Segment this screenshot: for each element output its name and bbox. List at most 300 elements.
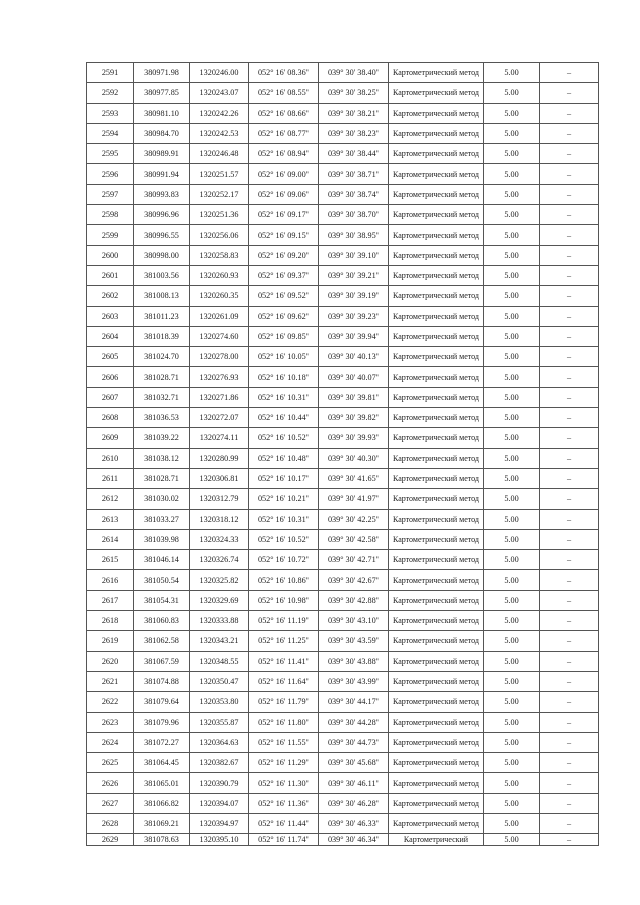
longitude-cell: 039° 30' 38.70" [319,205,389,225]
table-row [87,793,599,813]
table-row [87,834,599,846]
x-coordinate-cell: 381064.45 [134,753,190,773]
accuracy-cell: 5.00 [484,286,540,306]
longitude-cell: 039° 30' 43.59" [319,631,389,651]
accuracy-cell: 5.00 [484,489,540,509]
method-cell: Картометрический [389,834,484,846]
x-coordinate-cell: 381028.71 [134,367,190,387]
x-coordinate-cell: 380984.70 [134,123,190,143]
longitude-cell: 039° 30' 38.44" [319,144,389,164]
table-row [87,225,599,245]
method-cell: Картометрический метод [389,265,484,285]
method-cell: Картометрический метод [389,306,484,326]
accuracy-cell: 5.00 [484,265,540,285]
longitude-cell: 039° 30' 44.17" [319,692,389,712]
longitude-cell: 039° 30' 38.95" [319,225,389,245]
x-coordinate-cell: 380971.98 [134,63,190,83]
accuracy-cell: 5.00 [484,509,540,529]
x-coordinate-cell: 381033.27 [134,509,190,529]
longitude-cell: 039° 30' 40.30" [319,448,389,468]
accuracy-cell: 5.00 [484,813,540,833]
note-cell: – [540,347,599,367]
accuracy-cell: 5.00 [484,83,540,103]
table-row [87,732,599,752]
note-cell: – [540,489,599,509]
x-coordinate-cell: 381074.88 [134,671,190,691]
method-cell: Картометрический метод [389,793,484,813]
note-cell: – [540,123,599,143]
note-cell: – [540,408,599,428]
table-row [87,265,599,285]
point-number-cell: 2591 [87,63,134,83]
longitude-cell: 039° 30' 44.73" [319,732,389,752]
latitude-cell: 052° 16' 11.44" [249,813,319,833]
y-coordinate-cell: 1320256.06 [190,225,249,245]
latitude-cell: 052° 16' 10.98" [249,590,319,610]
longitude-cell: 039° 30' 43.99" [319,671,389,691]
accuracy-cell: 5.00 [484,306,540,326]
note-cell: – [540,529,599,549]
point-number-cell: 2613 [87,509,134,529]
table-row [87,570,599,590]
y-coordinate-cell: 1320394.97 [190,813,249,833]
accuracy-cell: 5.00 [484,590,540,610]
point-number-cell: 2593 [87,103,134,123]
longitude-cell: 039° 30' 40.07" [319,367,389,387]
y-coordinate-cell: 1320243.07 [190,83,249,103]
y-coordinate-cell: 1320242.53 [190,123,249,143]
latitude-cell: 052° 16' 11.80" [249,712,319,732]
coordinates-table [86,62,599,846]
latitude-cell: 052° 16' 11.19" [249,611,319,631]
longitude-cell: 039° 30' 38.23" [319,123,389,143]
point-number-cell: 2624 [87,732,134,752]
latitude-cell: 052° 16' 08.66" [249,103,319,123]
y-coordinate-cell: 1320246.00 [190,63,249,83]
note-cell: – [540,611,599,631]
latitude-cell: 052° 16' 10.52" [249,529,319,549]
table-row [87,245,599,265]
method-cell: Картометрический метод [389,123,484,143]
latitude-cell: 052° 16' 09.00" [249,164,319,184]
latitude-cell: 052° 16' 10.21" [249,489,319,509]
table-row [87,103,599,123]
table-row [87,63,599,83]
table-row [87,631,599,651]
x-coordinate-cell: 381065.01 [134,773,190,793]
table-row [87,326,599,346]
method-cell: Картометрический метод [389,732,484,752]
x-coordinate-cell: 381060.83 [134,611,190,631]
longitude-cell: 039° 30' 45.68" [319,753,389,773]
x-coordinate-cell: 380993.83 [134,184,190,204]
method-cell: Картометрический метод [389,671,484,691]
method-cell: Картометрический метод [389,753,484,773]
longitude-cell: 039° 30' 38.40" [319,63,389,83]
longitude-cell: 039° 30' 38.71" [319,164,389,184]
latitude-cell: 052° 16' 10.86" [249,570,319,590]
longitude-cell: 039° 30' 38.21" [319,103,389,123]
longitude-cell: 039° 30' 42.71" [319,550,389,570]
x-coordinate-cell: 381039.98 [134,529,190,549]
y-coordinate-cell: 1320350.47 [190,671,249,691]
table-row [87,590,599,610]
point-number-cell: 2615 [87,550,134,570]
note-cell: – [540,834,599,846]
accuracy-cell: 5.00 [484,326,540,346]
table-row [87,387,599,407]
accuracy-cell: 5.00 [484,225,540,245]
method-cell: Картометрический метод [389,205,484,225]
accuracy-cell: 5.00 [484,144,540,164]
method-cell: Картометрический метод [389,590,484,610]
y-coordinate-cell: 1320329.69 [190,590,249,610]
note-cell: – [540,509,599,529]
latitude-cell: 052° 16' 09.20" [249,245,319,265]
y-coordinate-cell: 1320312.79 [190,489,249,509]
latitude-cell: 052° 16' 10.72" [249,550,319,570]
note-cell: – [540,468,599,488]
x-coordinate-cell: 381039.22 [134,428,190,448]
accuracy-cell: 5.00 [484,367,540,387]
latitude-cell: 052° 16' 11.25" [249,631,319,651]
note-cell: – [540,590,599,610]
point-number-cell: 2617 [87,590,134,610]
latitude-cell: 052° 16' 09.06" [249,184,319,204]
note-cell: – [540,83,599,103]
x-coordinate-cell: 380977.85 [134,83,190,103]
longitude-cell: 039° 30' 42.58" [319,529,389,549]
accuracy-cell: 5.00 [484,428,540,448]
x-coordinate-cell: 380981.10 [134,103,190,123]
method-cell: Картометрический метод [389,164,484,184]
point-number-cell: 2625 [87,753,134,773]
y-coordinate-cell: 1320348.55 [190,651,249,671]
accuracy-cell: 5.00 [484,773,540,793]
accuracy-cell: 5.00 [484,651,540,671]
note-cell: – [540,265,599,285]
point-number-cell: 2626 [87,773,134,793]
table-row [87,347,599,367]
method-cell: Картометрический метод [389,326,484,346]
y-coordinate-cell: 1320271.86 [190,387,249,407]
x-coordinate-cell: 381079.64 [134,692,190,712]
latitude-cell: 052° 16' 11.29" [249,753,319,773]
table-row [87,753,599,773]
table-row [87,144,599,164]
method-cell: Картометрический метод [389,286,484,306]
point-number-cell: 2612 [87,489,134,509]
y-coordinate-cell: 1320318.12 [190,509,249,529]
note-cell: – [540,164,599,184]
longitude-cell: 039° 30' 46.34" [319,834,389,846]
note-cell: – [540,651,599,671]
method-cell: Картометрический метод [389,144,484,164]
accuracy-cell: 5.00 [484,793,540,813]
note-cell: – [540,773,599,793]
x-coordinate-cell: 381062.58 [134,631,190,651]
point-number-cell: 2629 [87,834,134,846]
table-row [87,692,599,712]
point-number-cell: 2606 [87,367,134,387]
accuracy-cell: 5.00 [484,468,540,488]
y-coordinate-cell: 1320251.36 [190,205,249,225]
longitude-cell: 039° 30' 46.33" [319,813,389,833]
point-number-cell: 2622 [87,692,134,712]
method-cell: Картометрический метод [389,529,484,549]
method-cell: Картометрический метод [389,509,484,529]
note-cell: – [540,326,599,346]
method-cell: Картометрический метод [389,448,484,468]
note-cell: – [540,671,599,691]
point-number-cell: 2592 [87,83,134,103]
table-row [87,773,599,793]
note-cell: – [540,631,599,651]
point-number-cell: 2594 [87,123,134,143]
accuracy-cell: 5.00 [484,205,540,225]
accuracy-cell: 5.00 [484,448,540,468]
point-number-cell: 2611 [87,468,134,488]
point-number-cell: 2609 [87,428,134,448]
method-cell: Картометрический метод [389,428,484,448]
longitude-cell: 039° 30' 44.28" [319,712,389,732]
note-cell: – [540,306,599,326]
latitude-cell: 052° 16' 08.55" [249,83,319,103]
longitude-cell: 039° 30' 39.10" [319,245,389,265]
longitude-cell: 039° 30' 39.82" [319,408,389,428]
x-coordinate-cell: 381072.27 [134,732,190,752]
note-cell: – [540,205,599,225]
longitude-cell: 039° 30' 39.94" [319,326,389,346]
x-coordinate-cell: 380996.96 [134,205,190,225]
point-number-cell: 2607 [87,387,134,407]
note-cell: – [540,367,599,387]
accuracy-cell: 5.00 [484,611,540,631]
note-cell: – [540,570,599,590]
y-coordinate-cell: 1320260.93 [190,265,249,285]
method-cell: Картометрический метод [389,367,484,387]
table-row [87,448,599,468]
point-number-cell: 2600 [87,245,134,265]
accuracy-cell: 5.00 [484,347,540,367]
latitude-cell: 052° 16' 09.37" [249,265,319,285]
accuracy-cell: 5.00 [484,387,540,407]
latitude-cell: 052° 16' 10.31" [249,387,319,407]
accuracy-cell: 5.00 [484,63,540,83]
point-number-cell: 2602 [87,286,134,306]
latitude-cell: 052° 16' 10.44" [249,408,319,428]
x-coordinate-cell: 381078.63 [134,834,190,846]
y-coordinate-cell: 1320355.87 [190,712,249,732]
point-number-cell: 2628 [87,813,134,833]
x-coordinate-cell: 380989.91 [134,144,190,164]
y-coordinate-cell: 1320276.93 [190,367,249,387]
table-row [87,529,599,549]
latitude-cell: 052° 16' 11.74" [249,834,319,846]
y-coordinate-cell: 1320324.33 [190,529,249,549]
accuracy-cell: 5.00 [484,550,540,570]
accuracy-cell: 5.00 [484,712,540,732]
y-coordinate-cell: 1320333.88 [190,611,249,631]
point-number-cell: 2596 [87,164,134,184]
table-row [87,509,599,529]
y-coordinate-cell: 1320278.00 [190,347,249,367]
x-coordinate-cell: 381054.31 [134,590,190,610]
method-cell: Картометрический метод [389,773,484,793]
y-coordinate-cell: 1320395.10 [190,834,249,846]
method-cell: Картометрический метод [389,103,484,123]
latitude-cell: 052° 16' 10.52" [249,428,319,448]
method-cell: Картометрический метод [389,245,484,265]
point-number-cell: 2604 [87,326,134,346]
x-coordinate-cell: 381024.70 [134,347,190,367]
latitude-cell: 052° 16' 11.41" [249,651,319,671]
x-coordinate-cell: 381038.12 [134,448,190,468]
accuracy-cell: 5.00 [484,245,540,265]
latitude-cell: 052° 16' 09.62" [249,306,319,326]
x-coordinate-cell: 381028.71 [134,468,190,488]
latitude-cell: 052° 16' 11.55" [249,732,319,752]
accuracy-cell: 5.00 [484,103,540,123]
table-row [87,286,599,306]
accuracy-cell: 5.00 [484,123,540,143]
latitude-cell: 052° 16' 08.94" [249,144,319,164]
point-number-cell: 2619 [87,631,134,651]
longitude-cell: 039° 30' 41.65" [319,468,389,488]
longitude-cell: 039° 30' 41.97" [319,489,389,509]
y-coordinate-cell: 1320261.09 [190,306,249,326]
latitude-cell: 052° 16' 08.77" [249,123,319,143]
point-number-cell: 2616 [87,570,134,590]
table-row [87,489,599,509]
point-number-cell: 2601 [87,265,134,285]
x-coordinate-cell: 381069.21 [134,813,190,833]
note-cell: – [540,753,599,773]
note-cell: – [540,103,599,123]
latitude-cell: 052° 16' 09.85" [249,326,319,346]
y-coordinate-cell: 1320272.07 [190,408,249,428]
table-row [87,184,599,204]
longitude-cell: 039° 30' 38.74" [319,184,389,204]
accuracy-cell: 5.00 [484,692,540,712]
table-row [87,367,599,387]
latitude-cell: 052° 16' 09.15" [249,225,319,245]
longitude-cell: 039° 30' 42.67" [319,570,389,590]
point-number-cell: 2605 [87,347,134,367]
point-number-cell: 2610 [87,448,134,468]
x-coordinate-cell: 381066.82 [134,793,190,813]
table-row [87,306,599,326]
accuracy-cell: 5.00 [484,753,540,773]
point-number-cell: 2623 [87,712,134,732]
note-cell: – [540,63,599,83]
method-cell: Картометрический метод [389,225,484,245]
point-number-cell: 2597 [87,184,134,204]
y-coordinate-cell: 1320364.63 [190,732,249,752]
longitude-cell: 039° 30' 39.23" [319,306,389,326]
y-coordinate-cell: 1320274.60 [190,326,249,346]
x-coordinate-cell: 380998.00 [134,245,190,265]
note-cell: – [540,712,599,732]
point-number-cell: 2621 [87,671,134,691]
method-cell: Картометрический метод [389,489,484,509]
accuracy-cell: 5.00 [484,834,540,846]
method-cell: Картометрический метод [389,651,484,671]
latitude-cell: 052° 16' 11.64" [249,671,319,691]
point-number-cell: 2608 [87,408,134,428]
y-coordinate-cell: 1320246.48 [190,144,249,164]
y-coordinate-cell: 1320394.07 [190,793,249,813]
x-coordinate-cell: 381050.54 [134,570,190,590]
x-coordinate-cell: 381079.96 [134,712,190,732]
latitude-cell: 052° 16' 09.17" [249,205,319,225]
table-row [87,651,599,671]
x-coordinate-cell: 381067.59 [134,651,190,671]
table-row [87,671,599,691]
method-cell: Картометрический метод [389,347,484,367]
y-coordinate-cell: 1320242.26 [190,103,249,123]
method-cell: Картометрический метод [389,184,484,204]
table-row [87,468,599,488]
latitude-cell: 052° 16' 10.05" [249,347,319,367]
note-cell: – [540,184,599,204]
y-coordinate-cell: 1320280.99 [190,448,249,468]
note-cell: – [540,245,599,265]
x-coordinate-cell: 381018.39 [134,326,190,346]
longitude-cell: 039° 30' 39.21" [319,265,389,285]
point-number-cell: 2603 [87,306,134,326]
latitude-cell: 052° 16' 08.36" [249,63,319,83]
note-cell: – [540,813,599,833]
point-number-cell: 2595 [87,144,134,164]
note-cell: – [540,144,599,164]
point-number-cell: 2627 [87,793,134,813]
longitude-cell: 039° 30' 38.25" [319,83,389,103]
accuracy-cell: 5.00 [484,631,540,651]
point-number-cell: 2620 [87,651,134,671]
method-cell: Картометрический метод [389,712,484,732]
note-cell: – [540,387,599,407]
latitude-cell: 052° 16' 11.30" [249,773,319,793]
x-coordinate-cell: 381036.53 [134,408,190,428]
note-cell: – [540,793,599,813]
x-coordinate-cell: 381008.13 [134,286,190,306]
latitude-cell: 052° 16' 09.52" [249,286,319,306]
point-number-cell: 2614 [87,529,134,549]
latitude-cell: 052° 16' 11.36" [249,793,319,813]
y-coordinate-cell: 1320390.79 [190,773,249,793]
x-coordinate-cell: 381046.14 [134,550,190,570]
accuracy-cell: 5.00 [484,671,540,691]
table-row [87,123,599,143]
table-body [87,63,599,846]
note-cell: – [540,286,599,306]
longitude-cell: 039° 30' 39.81" [319,387,389,407]
x-coordinate-cell: 381030.02 [134,489,190,509]
table-row [87,813,599,833]
x-coordinate-cell: 380991.94 [134,164,190,184]
y-coordinate-cell: 1320258.83 [190,245,249,265]
latitude-cell: 052° 16' 10.48" [249,448,319,468]
accuracy-cell: 5.00 [484,164,540,184]
x-coordinate-cell: 381003.56 [134,265,190,285]
method-cell: Картометрический метод [389,692,484,712]
accuracy-cell: 5.00 [484,408,540,428]
point-number-cell: 2599 [87,225,134,245]
point-number-cell: 2598 [87,205,134,225]
longitude-cell: 039° 30' 39.19" [319,286,389,306]
table-row [87,428,599,448]
